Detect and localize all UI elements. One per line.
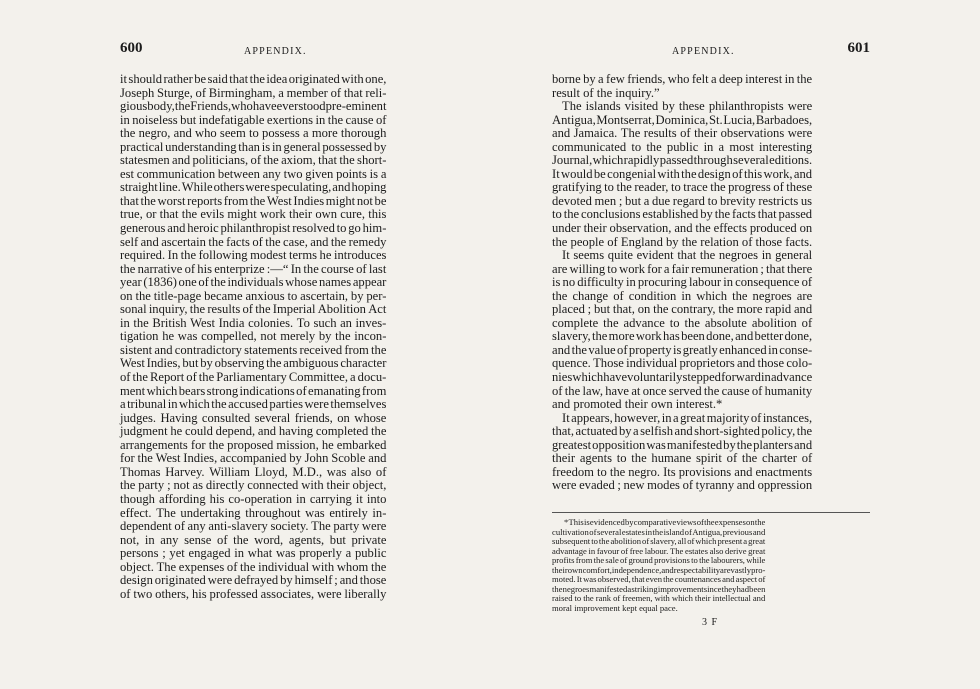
text-line: The islands visited by these philanthropists were: [562, 99, 813, 114]
text-line: sonal inquiry, the results of the Imperial Abolition Act: [120, 302, 387, 317]
text-line: and Jamaica. The results of their observations were: [552, 126, 813, 141]
text-line: of the law, have at once served the cause of humanity: [552, 383, 813, 398]
signature-mark: 3 F: [702, 617, 719, 628]
footnote-line: * This is evidenced by comparative views of the expenses on the: [564, 517, 766, 527]
text-line: required. In the following modest terms he introduces: [120, 248, 387, 263]
right-page: [552, 40, 870, 628]
text-line: on the title-page became anxious to ascertain, by per-: [120, 288, 387, 303]
text-line: Antigua, Montserrat, Dominica, St. Lucia, Barbadoes,: [552, 112, 813, 127]
text-line: for the West Indies, accompanied by John Scoble and: [120, 451, 387, 466]
text-line: tigation he was compelled, not merely by the incon-: [120, 329, 387, 344]
footnote-line: their own comfort, independence, and respectability are vastly pro-: [552, 564, 766, 575]
text-line: not, in any sense of the word, agents, but private: [120, 532, 387, 547]
text-line: gratifying to the reader, to trace the progress of these: [552, 180, 813, 195]
footnote-line: profits from the sale of ground provisions to the labourers, while: [552, 555, 766, 565]
left-page-header: [120, 40, 452, 60]
text-line: true, or that the evils might work their own cure, this: [120, 207, 387, 222]
text-line: in noiseless but indefatigable exertions in the cause of: [120, 112, 387, 127]
text-line: Thomas Harvey. William Lloyd, M.D., was also of: [120, 464, 387, 479]
text-line: design originated were defrayed by himself ; and those: [120, 573, 387, 588]
text-line: to the conclusions established by the facts that passed: [552, 207, 813, 222]
text-line: object. The expenses of the individual with whom the: [120, 559, 387, 574]
text-line: Journal, which rapidly passed through several editions.: [552, 153, 813, 168]
page-number: 600: [120, 40, 143, 56]
body-text: [552, 73, 812, 493]
footnote-line: cultivation of several estates in the island of Antigua, previous and: [552, 526, 766, 537]
text-line: ment which bears strong indications of emanating from: [120, 383, 387, 398]
text-line: Joseph Sturge, of Birmingham, a member of that reli-: [120, 85, 387, 100]
right-page-header: [552, 40, 870, 60]
text-line: result of the inquiry.”: [552, 85, 660, 100]
text-line: a tribunal in which the accused parties were themselves: [120, 397, 387, 412]
text-line: it should rather be said that the idea originated with one,: [120, 72, 387, 86]
running-head: APPENDIX.: [244, 46, 307, 57]
text-line: judges. Having consulted several friends, on whose: [120, 410, 387, 425]
text-line: quence. Those individual proprietors and those colo-: [552, 356, 813, 371]
text-line: It seems quite evident that the negroes in general: [562, 248, 813, 263]
text-line: the party ; not as directly connected with their object,: [120, 478, 387, 493]
text-line: est communication between any two given points is a: [120, 166, 387, 181]
text-line: borne by a few friends, who felt a deep interest in the: [552, 72, 813, 86]
footnote-line: moral improvement kept equal pace.: [552, 602, 678, 613]
text-line: effect. The undertaking throughout was entirely in-: [120, 505, 387, 520]
text-line: It would be congenial with the design of this work, and: [552, 166, 813, 181]
text-line: placed ; but that, on the contrary, the more rapid and: [552, 302, 813, 317]
text-line: devoted men ; but a due regard to brevity restricts us: [552, 193, 813, 208]
text-line: the change of condition in which the negroes are: [552, 288, 813, 303]
running-head: APPENDIX.: [672, 46, 735, 57]
footnote-line: raised to the rank of freemen, with which their intellectual and: [552, 593, 766, 603]
text-line: statesmen and politicians, of the axiom, that the short-: [120, 153, 387, 168]
text-line: greatest opposition was manifested by the planters and: [552, 437, 813, 452]
text-line: and the value of property is greatly enhanced in conse-: [552, 342, 813, 357]
footnote-line: advantage in favour of free labour. The estates also derive great: [552, 545, 766, 556]
footnote-rule: [552, 512, 870, 513]
text-line: generous and heroic philanthropist resolved to go him-: [120, 221, 387, 236]
text-line: complete the advance to the absolute abolition of: [552, 315, 813, 330]
text-line: of the Report of the Parliamentary Committee, a docu-: [120, 370, 387, 385]
text-line: and promoted their own interest.*: [552, 397, 723, 412]
text-line: judgment he could depend, and having completed the: [120, 424, 387, 439]
text-line: practical understanding than is in general possessed by: [120, 139, 387, 154]
text-line: communicated to the public in a most interesting: [552, 139, 813, 154]
text-line: under their observation, and the effects produced on: [552, 221, 813, 236]
text-line: the people of England by the relation of those facts.: [552, 234, 813, 249]
page-number: 601: [847, 40, 870, 56]
text-line: It appears, however, in a great majority of instances,: [562, 410, 813, 425]
left-page: [120, 40, 452, 601]
text-line: gious body, the Friends, who have ever stood pre-eminent: [120, 99, 387, 114]
text-line: were evaded ; new modes of tyranny and oppression: [552, 478, 813, 493]
text-line: their agents to the humane spirit of the charter of: [552, 451, 813, 466]
text-line: that the worst reports from the West Indies might not be: [120, 193, 387, 208]
footnote-line: moted. It was observed, that even the countenances and aspect of: [552, 574, 766, 584]
text-line: of two others, his professed associates, were liberally: [120, 586, 387, 601]
text-line: that, actuated by a selfish and short-sighted policy, the: [552, 424, 813, 439]
text-line: nies which have voluntarily stepped forward in advance: [552, 370, 813, 385]
text-line: is no difficulty in procuring labour in consequence of: [552, 275, 813, 290]
text-line: West Indies, but by observing the ambiguous character: [120, 356, 387, 371]
text-line: freedom to the negro. Its provisions and enactments: [552, 464, 813, 479]
text-line: sistent and contradictory statements received from the: [120, 342, 387, 357]
text-line: though affording his co-operation in carrying it into: [120, 491, 387, 506]
footnote-line: the negroes manifested a striking improvement since they had been: [552, 583, 766, 594]
text-line: the narrative of his enterprize :—“ In the course of last: [120, 261, 387, 276]
footnote-line: subsequent to the abolition of slavery, all of which present a great: [552, 536, 766, 546]
footnote: [552, 518, 765, 613]
body-text: [120, 73, 386, 601]
text-line: self and ascertain the facts of the case, and the remedy: [120, 234, 387, 249]
text-line: straight line. While others were speculating, and hoping: [120, 180, 387, 195]
text-line: are willing to work for a fair remuneration ; that there: [552, 261, 813, 276]
text-line: persons ; yet engaged in what was properly a public: [120, 546, 387, 561]
text-line: dependent of any anti-slavery society. The party were: [120, 519, 387, 534]
text-line: the negro, and who seem to possess a more thorough: [120, 126, 387, 141]
text-line: in the British West India colonies. To such an inves-: [120, 315, 387, 330]
text-line: slavery, the more work has been done, and better done,: [552, 329, 813, 344]
text-line: arrangements for the proposed mission, he embarked: [120, 437, 387, 452]
text-line: year (1836) one of the individuals whose names appear: [120, 275, 387, 290]
